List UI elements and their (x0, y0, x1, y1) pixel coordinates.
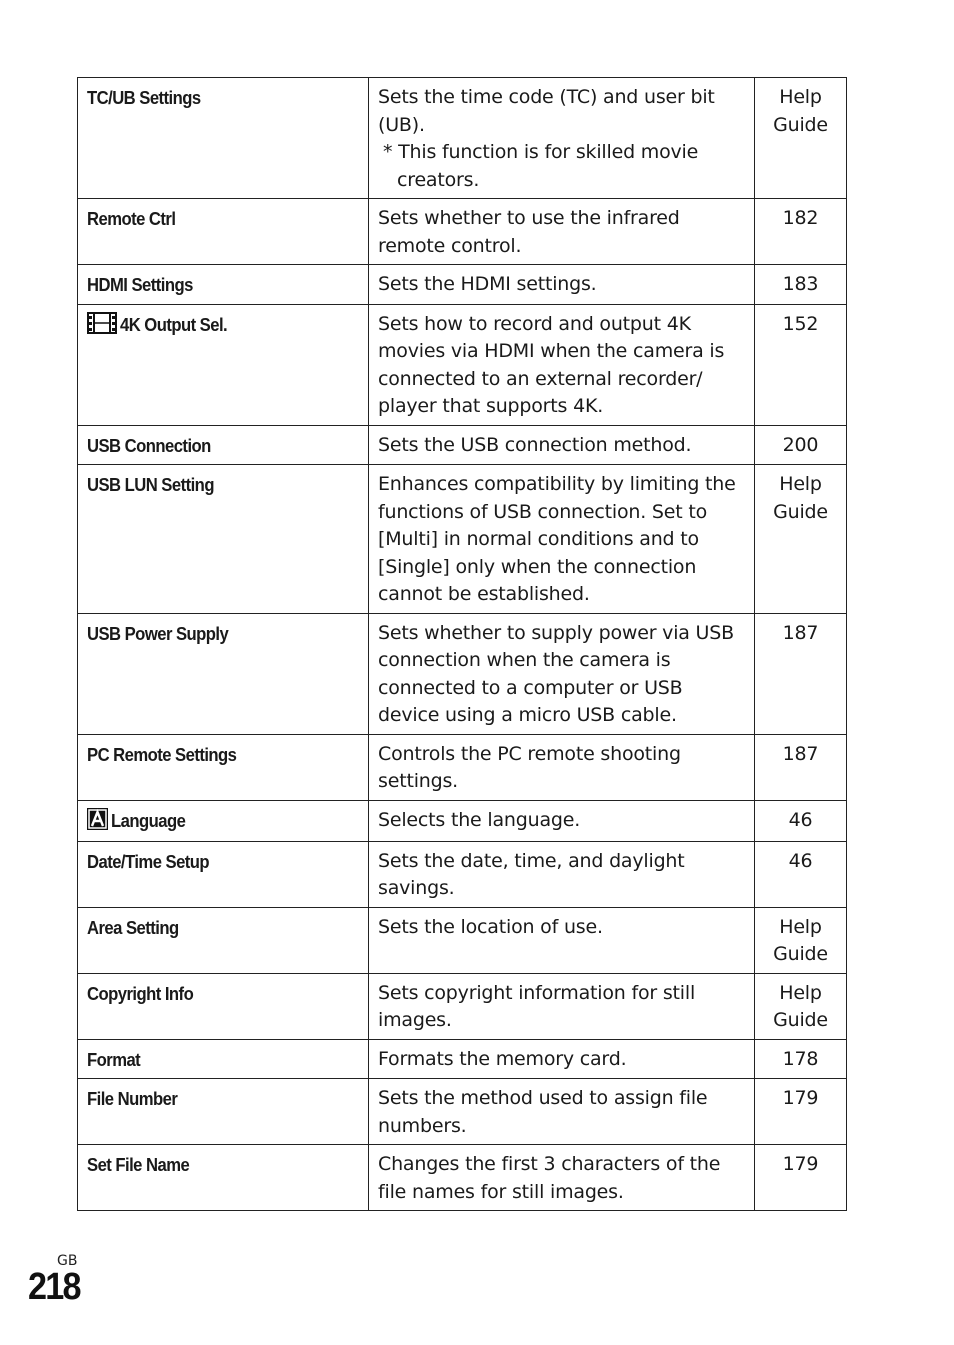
item-cell (78, 304, 369, 425)
page-cell (755, 1145, 847, 1211)
description-cell (369, 199, 755, 265)
description: Selects the language. (378, 808, 581, 831)
description-cell (369, 304, 755, 425)
page-cell (755, 841, 847, 907)
page-cell (755, 907, 847, 973)
table-row (78, 841, 847, 907)
description: Sets the date, time, and daylight savings. (378, 849, 685, 899)
description: Sets whether to supply power via USB connection when the camera is connected to a computer or USB device using a micro USB cable. (378, 621, 734, 726)
item-name: 4K Output Sel. (120, 313, 228, 335)
description: Sets copyright information for still images. (378, 981, 696, 1031)
item-name: Set File Name (87, 1154, 190, 1175)
item-cell (78, 1039, 369, 1079)
page-ref: 178 (782, 1047, 819, 1070)
language-a-icon (87, 808, 108, 830)
description: Changes the first 3 characters of the file names for still images. (378, 1153, 721, 1203)
item-cell (78, 425, 369, 465)
page-cell (755, 973, 847, 1039)
item-cell (78, 973, 369, 1039)
item-name: USB Power Supply (87, 622, 229, 644)
page-ref: Help Guide (773, 86, 828, 136)
item-name: Format (87, 1048, 141, 1070)
item-name: USB Connection (87, 434, 211, 456)
description: Sets the method used to assign file numbers. (378, 1087, 708, 1137)
item-name: Area Setting (87, 916, 179, 938)
description: Sets the location of use. (378, 915, 603, 938)
page-ref: 152 (782, 312, 819, 335)
item-name: PC Remote Settings (87, 743, 237, 765)
item-name: Copyright Info (87, 982, 194, 1004)
page-ref: 187 (782, 742, 819, 765)
page-ref: 179 (782, 1153, 819, 1175)
description-cell (369, 973, 755, 1039)
page-cell (755, 304, 847, 425)
item-cell (78, 78, 369, 199)
table-row (78, 800, 847, 841)
page-ref: Help Guide (773, 915, 828, 965)
region-code: GB (57, 1253, 78, 1269)
table-row (78, 734, 847, 800)
page-cell (755, 199, 847, 265)
page-ref: Help Guide (773, 473, 828, 523)
page-ref: 179 (782, 1087, 819, 1109)
table-row (78, 613, 847, 734)
description-cell (369, 734, 755, 800)
page-ref: 182 (782, 207, 819, 229)
page-ref: 46 (788, 808, 813, 831)
description-cell (369, 841, 755, 907)
page-ref: 200 (782, 433, 819, 456)
page-cell (755, 800, 847, 841)
item-cell (78, 265, 369, 305)
description-cell (369, 265, 755, 305)
description-cell (369, 613, 755, 734)
table-row (78, 907, 847, 973)
description-cell (369, 907, 755, 973)
item-name: HDMI Settings (87, 274, 193, 295)
description-cell (369, 425, 755, 465)
item-cell (78, 734, 369, 800)
page-ref: 187 (782, 621, 819, 644)
description: Sets the time code (TC) and user bit (UB). (378, 86, 715, 136)
item-cell (78, 465, 369, 614)
description: Sets the USB connection method. (378, 433, 692, 456)
item-cell (78, 1079, 369, 1145)
item-cell (78, 800, 369, 841)
table-row (78, 425, 847, 465)
table-row (78, 78, 847, 199)
page-cell (755, 265, 847, 305)
item-cell (78, 841, 369, 907)
page-cell (755, 425, 847, 465)
table-row (78, 199, 847, 265)
description: Sets the HDMI settings. (378, 273, 597, 295)
item-name: Remote Ctrl (87, 208, 176, 229)
description-cell (369, 1079, 755, 1145)
description-cell (369, 800, 755, 841)
table-row (78, 1145, 847, 1211)
table-row (78, 1079, 847, 1145)
description-cell (369, 78, 755, 199)
page-ref: Help Guide (773, 981, 828, 1031)
page-ref: 46 (788, 849, 813, 872)
description-cell (369, 465, 755, 614)
page-number: 218 (28, 1266, 80, 1308)
description: Sets how to record and output 4K movies via HDMI when the camera is connected to an external recorder/ player that supports 4K. (378, 312, 725, 417)
item-name: USB LUN Setting (87, 474, 214, 495)
table-row (78, 1039, 847, 1079)
item-cell (78, 199, 369, 265)
description: Formats the memory card. (378, 1047, 627, 1070)
item-name: TC/UB Settings (87, 87, 201, 108)
page-cell (755, 613, 847, 734)
item-cell (78, 613, 369, 734)
item-name: File Number (87, 1088, 178, 1109)
description-cell (369, 1145, 755, 1211)
page-cell (755, 734, 847, 800)
description-cell (369, 1039, 755, 1079)
item-cell (78, 907, 369, 973)
movie-film-icon (87, 312, 117, 334)
note: * This function is for skilled movie creators. (383, 141, 699, 191)
item-name: Date/Time Setup (87, 850, 210, 872)
table-row (78, 973, 847, 1039)
page-cell (755, 1039, 847, 1079)
page-cell (755, 465, 847, 614)
item-cell (78, 1145, 369, 1211)
page-cell (755, 1079, 847, 1145)
table-row (78, 465, 847, 614)
description: Controls the PC remote shooting settings. (378, 742, 681, 792)
page-cell (755, 78, 847, 199)
page-ref: 183 (782, 273, 819, 295)
table-row (78, 304, 847, 425)
table-row (78, 265, 847, 305)
settings-table (77, 77, 847, 1211)
item-name: Language (111, 809, 186, 831)
description: Sets whether to use the infrared remote control. (378, 207, 680, 257)
description: Enhances compatibility by limiting the functions of USB connection. Set to [Multi] in normal conditions and to [Single] only when the connection cannot be established. (378, 473, 736, 605)
